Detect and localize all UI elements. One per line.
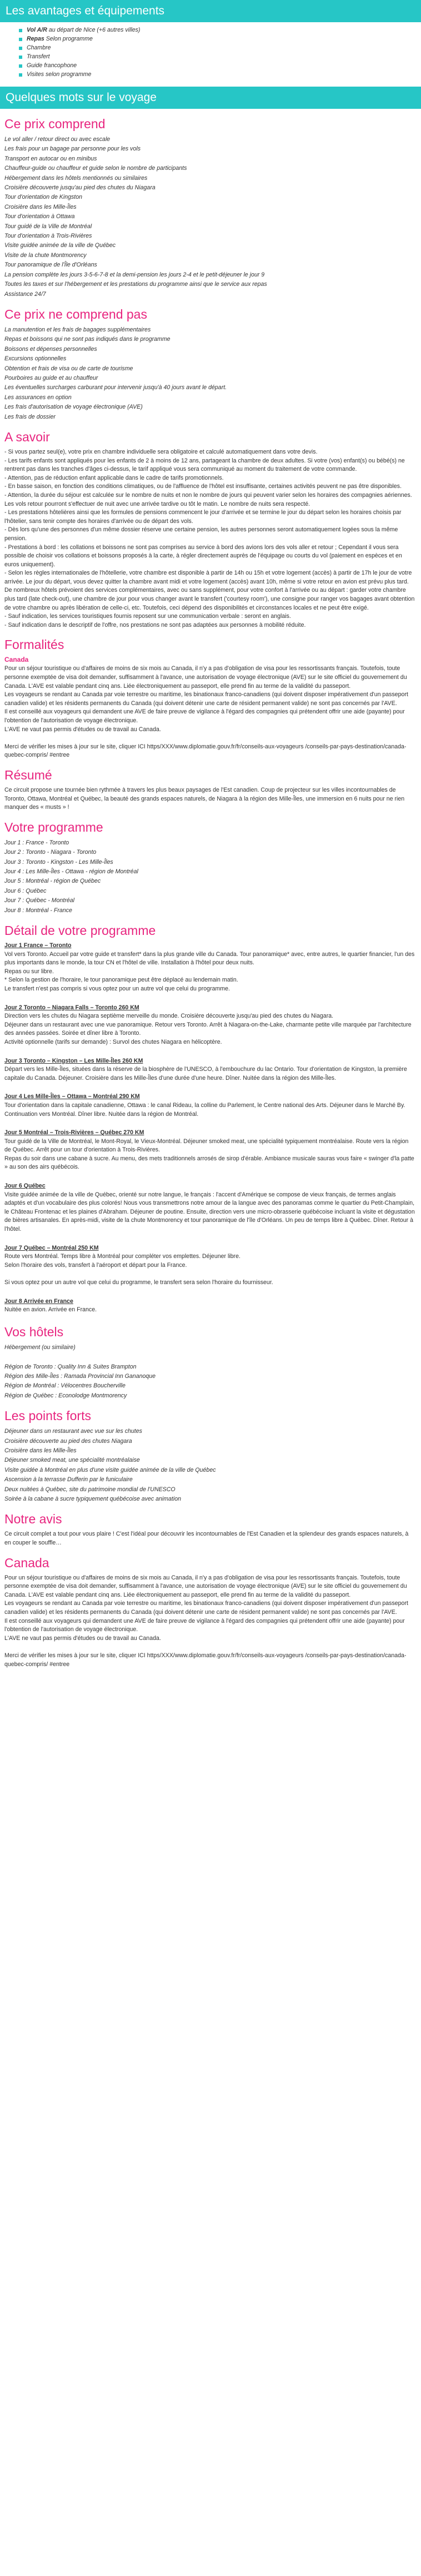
day-detail-text: Selon l'horaire des vols, transfert à l'aéroport et départ pour la France. <box>4 1261 187 1269</box>
avantage-text: Selon programme <box>44 36 93 42</box>
text-line: Tour panoramique de l'Île d'Orléans <box>4 261 97 269</box>
day-detail-text: Départ vers les Mille-Îles, situées dans la réserve de la biosphère de l'UNESCO, à l'embouchure du lac Ontario. Tour d'orientation de Kingston, la première capitale du Canada. Déjeuner. Croisière dans les Mille-Îles d'une durée d'une heure. Dîner. Nuitée dans la région des Mille-Îles. <box>4 1066 407 1081</box>
day-detail-text: Visite guidée animée de la ville de Québec, orienté sur notre langue, le français : l'accent d'Amérique se compose de vieux français, de termes anglais adaptés et d'un vocabulaire des plus colorés! Nous vous transmettrons notre amour de la langue avec des panoramas comme le quartier du Petit-Champlain, le Château Frontenac et les plaines d'Abraham. Déjeuner de poutine. Ensuite, direction vers une micro-obrasserie québécoise incluant la visite et dégustation de bières artisanales. En après-midi, visite de la chute Montmorency et tour panoramique de l'île d'Orléans. Un peu de temps libre à Québec. Dîner. Retour à l'hôtel. <box>4 1191 415 1233</box>
heading-prix-comprend: Ce prix comprend <box>4 117 106 131</box>
text-line: Croisière dans les Mille-Îles <box>4 203 77 210</box>
heading-notre-avis: Notre avis <box>4 1512 62 1527</box>
programme-list <box>4 838 417 915</box>
avantage-item <box>27 26 417 34</box>
text-line: Région des Mille-Îles : Ramada Provincial Inn Gananoque <box>4 1373 156 1380</box>
text-line: Croisière découverte au pied des chutes Niagara <box>4 1437 132 1445</box>
text-line: Tour d'orientation de Kingston <box>4 194 83 201</box>
text-line: Obtention et frais de visa ou de carte de tourisme <box>4 365 133 372</box>
heading-prix-pas: Ce prix ne comprend pas <box>4 306 147 321</box>
day-detail-text: Vol vers Toronto. Accueil par votre guide et transfert* dans la plus grande ville du Canada. Tour panoramique* avec, entre autres, le quartier financier, l'un des plus importants dans le monde, la tour CN et l'hôtel de ville. Installation à l'hôtel pour deux nuits. <box>4 950 415 967</box>
paragraph: - En basse saison, en fonction des conditions climatiques, ou de l'affluence de l'hôtel est insuffisante, certaines activités peuvent ne pas être disponibles. <box>4 483 402 490</box>
text-line: Pourboires au guide et au chauffeur <box>4 374 98 381</box>
prix-pas-list <box>4 325 417 422</box>
day-detail-block <box>4 942 417 994</box>
formalites-text <box>4 665 417 760</box>
text-line: Déjeuner smoked meat, une spécialité montréalaise <box>4 1457 140 1464</box>
heading-hotels: Vos hôtels <box>4 1324 64 1339</box>
text-line: Jour 5 : Montréal - région de Québec <box>4 878 101 885</box>
text-line: Jour 4 : Les Mille-Îles - Ottawa - région de Montréal <box>4 868 138 875</box>
text-line: Jour 3 : Toronto - Kingston - Les Mille-Îles <box>4 858 113 866</box>
paragraph: Il est conseillé aux voyageurs qui demandent une AVE de faire preuve de vigilance à l'égard des compagnies qui prétendent offrir une aide (payante) pour l'obtention de l'autorisation de voyage électronique. <box>4 1617 405 1633</box>
paragraph: - Dès lors qu'une des personnes d'un même dossier réserve une certaine pension, les autres personnes seront automatiquement logées sous la même pension. <box>4 526 398 542</box>
resume-paragraph: Ce circuit propose une tournée bien rythmée à travers les plus beaux paysages de l'Est canadien. Coup de projecteur sur les villes incontournables de Toronto, Ottawa, Montréal et Québec, la beauté des grands espaces naturels, de Niagara à la région des Mille-Îles, une immersion en 6 nuits pour ne rien manquer des « musts » ! <box>4 786 405 811</box>
text-line: Les éventuelles surcharges carburant pour intervenir jusqu'à 40 jours avant le départ. <box>4 384 227 391</box>
day-detail-block <box>4 1129 417 1172</box>
text-line: Jour 1 : France - Toronto <box>4 839 69 846</box>
day-detail-heading: Jour 4 Les Mille-Îles – Ottawa – Montréal 290 KM <box>4 1093 140 1100</box>
day-detail-heading: Jour 7 Québec – Montréal 250 KM <box>4 1244 99 1251</box>
avantage-text: Chambre <box>27 44 51 51</box>
text-line: Région de Québec : Econolodge Montmorency <box>4 1392 127 1399</box>
text-line: Les frais pour un bagage par personne pour les vols <box>4 145 141 153</box>
text-line: Hébergement (ou similaire) <box>4 1344 76 1351</box>
day-detail-text: Repas ou sur libre. <box>4 968 54 975</box>
day-detail-heading: Jour 1 France – Toronto <box>4 942 72 949</box>
avantage-bold: Vol A/R <box>27 27 47 33</box>
day-detail-block <box>4 1244 417 1287</box>
avantage-item <box>27 43 417 52</box>
text-line: Transport en autocar ou en minibus <box>4 155 97 162</box>
paragraph: L'AVE ne vaut pas permis d'études ou de travail au Canada. <box>4 726 161 733</box>
avantages-list <box>4 26 417 79</box>
points-forts-list <box>4 1427 417 1504</box>
canada-text <box>4 1574 417 1669</box>
paragraph: L'AVE ne vaut pas permis d'études ou de travail au Canada. <box>4 1634 161 1642</box>
paragraph: - Si vous partez seul(e), votre prix en chambre individuelle sera obligatoire et calculé automatiquement dans votre devis. <box>4 448 318 455</box>
day-detail-text: Le transfert n'est pas compris si vous optez pour un autre vol que celui du programme. <box>4 985 230 992</box>
text-line <box>4 1352 417 1362</box>
text-line: Tour d'orientation à Ottawa <box>4 213 75 220</box>
paragraph: - Attention, pas de réduction enfant applicable dans le cadre de tarifs promotionnels. <box>4 474 224 481</box>
paragraph: - Attention, la durée du séjour est calculée sur le nombre de nuits et non le nombre de jours qui peuvent varier selon les horaires des compagnies aériennes. Les vols retour pourront s'effectuer de nuit avec une arrivée tardive ou tôt le matin. Le nombre de nuits sera respecté. <box>4 491 412 507</box>
day-detail-text: Si vous optez pour un autre vol que celui du programme, le transfert sera selon l'horaire du fournisseur. <box>4 1279 273 1286</box>
day-detail-text: Activité optionnelle (tarifs sur demande) : Survol des chutes Niagara en hélicoptère. <box>4 1038 222 1045</box>
day-detail-heading: Jour 5 Montréal – Trois-Rivières – Québec 270 KM <box>4 1129 144 1136</box>
heading-formalites: Formalités <box>4 637 64 652</box>
day-detail-text: Repas du soir dans une cabane à sucre. Au menu, des mets traditionnels arrosés de sirop d'érable. Ambiance musicale sauras vous faire « swinger d'la patte » au son des airs québécois. <box>4 1155 414 1171</box>
text-line: Croisière découverte jusqu'au pied des chutes du Niagara <box>4 184 156 192</box>
paragraph: Les voyageurs se rendant au Canada par voie terrestre ou maritime, les binationaux franco-canadiens (qui doivent disposer impérativement d'un passeport canadien valide) et les résidents permanents du Canada (qui doivent détenir une carte de résident permanent valide) ne sont pas concernés par l'AVE. <box>4 691 408 707</box>
text-line: Visite guidée à Montréal en plus d'une visite guidée animée de la ville de Québec <box>4 1466 216 1473</box>
paragraph: Pour un séjour touristique ou d'affaires de moins de six mois au Canada, il n'y a pas d'obligation de visa pour les ressortissants français. Toutefois, toute personne exemptée de visa doit demander, suffisamment à l'avance, une autorisation de voyage électronique (AVE) sur le site officiel du gouvernement du Canada. L'AVE est valable pendant cinq ans. Liée électroniquement au passeport, elle prend fin au terme de la validité du passeport. <box>4 1574 407 1598</box>
text-line: Les frais d'autorisation de voyage électronique (AVE) <box>4 404 143 411</box>
heading-resume: Résumé <box>4 767 52 782</box>
avantage-text: au départ de Nice (+6 autres villes) <box>47 27 141 33</box>
day-detail-text <box>4 1270 417 1279</box>
notre-avis-paragraph: Ce circuit complet a tout pour vous plaire ! C'est l'idéal pour découvrir les incontournables de l'Est Canadien et la splendeur des grands espaces naturels, à en couper le souffle… <box>4 1531 409 1547</box>
text-line: Assistance 24/7 <box>4 290 46 298</box>
formalites-country: Canada <box>4 656 29 664</box>
avantage-item <box>27 34 417 43</box>
text-line: Repas et boissons qui ne sont pas indiqués dans le programme <box>4 336 171 343</box>
text-line: Chauffeur-guide ou chauffeur et guide selon le nombre de participants <box>4 165 187 172</box>
day-detail-block <box>4 1297 417 1315</box>
text-line: Les frais de dossier <box>4 413 56 420</box>
day-detail-text: Tour d'orientation dans la capitale canadienne, Ottawa : le canal Rideau, la colline du Parlement, le Centre national des Arts. Déjeuner dans le Marché By. Continuation vers Montréal. Dîner libre. Nuitée dans la région de Montréal. <box>4 1101 405 1118</box>
paragraph: Merci de vérifier les mises à jour sur le site, cliquer ICI https/XXX/www.diplomatie.gouv.fr/fr/conseils-aux-voyageurs /conseils-par-pays-destination/canada-quebec-compris/ #entree <box>4 1652 407 1668</box>
day-detail-block <box>4 1182 417 1234</box>
text-line: Jour 6 : Québec <box>4 887 47 894</box>
paragraph: - Les prestations hôtelières ainsi que les formules de pensions commencent le jour d'arrivée et se termine le jour du départ selon les horaires choisis par l'hôtelier, sans tenir compte des horaires d'arrivée ou de départ des vols. <box>4 509 402 525</box>
paragraph <box>4 1643 417 1652</box>
paragraph: - Prestations à bord : les collations et boissons ne sont pas comprises au service à bord des avions lors des vols aller et retour ; Cependant il vous sera possible de choisir vos collations et boissons proposés à la carte, à régler directement auprès de l'équipage ou courts du vol (paiement en espèces et en euros uniquement). <box>4 544 402 568</box>
paragraph: - Selon les règles internationales de l'hôtellerie, votre chambre est disponible à partir de 14h ou 15h et votre logement (accès) à partir de 17h le jour de votre arrivée. Le jour du départ, vous devez quitter la chambre avant midi et votre logement (accès) avant 10h, même si votre retour en avion est prévu plus tard. De nombreux hôtels prévoient des services complémentaires, avec ou sans supplément, pour votre confort à l'arrivée ou au départ : garder votre chambre plus tard (late check-out), une chambre de jour pour vous changer avant le transfert ('courtesy room'), une consigne pour ranger vos bagages avant obtention de votre chambre ou après libération de celle-ci, etc. Toutefois, ceci dépend des disponibilités et circonstances locales et ne peut être exigé. <box>4 570 415 611</box>
text-line: Région de Montréal : Vélocentres Boucherville <box>4 1382 126 1390</box>
heading-detail: Détail de votre programme <box>4 923 156 938</box>
resume-text <box>4 786 417 812</box>
avantage-text: Visites selon programme <box>27 71 92 78</box>
text-line: Tour d'orientation à Trois-Rivières <box>4 233 92 240</box>
text-line: Ascension à la terrasse Dufferin par le funiculaire <box>4 1476 133 1483</box>
text-line: Région de Toronto : Quality Inn & Suites Brampton <box>4 1363 137 1370</box>
paragraph: Merci de vérifier les mises à jour sur le site, cliquer ICI https/XXX/www.diplomatie.gouv.fr/fr/conseils-aux-voyageurs /conseils-par-pays-destination/canada-quebec-compris/ #entree <box>4 743 407 759</box>
heading-programme: Votre programme <box>4 819 103 834</box>
text-line: Jour 8 : Montréal - France <box>4 907 72 914</box>
text-line: Les assurances en option <box>4 394 72 401</box>
text-line: Toutes les taxes et sur l'hébergement et les prestations du programme ainsi que le service aux repas <box>4 281 267 288</box>
a-savoir-text <box>4 448 417 630</box>
text-line: La manutention et les frais de bagages supplémentaires <box>4 326 151 333</box>
text-line: Croisière dans les Mille-Îles <box>4 1447 77 1455</box>
avantage-item <box>27 52 417 61</box>
avantage-text: Guide francophone <box>27 62 77 69</box>
paragraph: - Les tarifs enfants sont appliqués pour les enfants de 2 à moins de 12 ans, partageant la chambre de deux adultes. Si votre (vos) enfant(s) ou bébé(s) ne rentrent pas dans les tranches d'âges ci-dessus, le tarif appliqué vous sera communiqué au moment du traitement de votre commande. <box>4 457 405 473</box>
day-detail-block <box>4 1004 417 1047</box>
paragraph: Les voyageurs se rendant au Canada par voie terrestre ou maritime, les binationaux franco-canadiens (qui doivent disposer impérativement d'un passeport canadien valide) et les résidents permanents du Canada (qui doivent détenir une carte de résident permanent valide) ne sont pas concernés par l'AVE. <box>4 1600 408 1616</box>
day-detail-block <box>4 1057 417 1083</box>
paragraph: Il est conseillé aux voyageurs qui demandent une AVE de faire preuve de vigilance à l'égard des compagnies qui prétendent offrir une aide (payante) pour l'obtention de l'autorisation de voyage électronique. <box>4 708 405 724</box>
paragraph: Pour un séjour touristique ou d'affaires de moins de six mois au Canada, il n'y a pas d'obligation de visa pour les ressortissants français. Toutefois, toute personne exemptée de visa doit demander, suffisamment à l'avance, une autorisation de voyage électronique (AVE) sur le site officiel du gouvernement du Canada. L'AVE est valable pendant cinq ans. Liée électroniquement au passeport, elle prend fin au terme de la validité du passeport. <box>4 665 407 690</box>
notre-avis-text <box>4 1530 417 1547</box>
text-line: Excursions optionnelles <box>4 355 67 363</box>
text-line: Tour guidé de la Ville de Montréal <box>4 223 92 230</box>
banner-avantages: Les avantages et équipements <box>0 0 421 22</box>
day-detail-heading: Jour 8 Arrivée en France <box>4 1297 73 1305</box>
text-line: Hébergement dans les hôtels mentionnés ou similaires <box>4 174 148 182</box>
prix-comprend-list <box>4 135 417 299</box>
day-detail-text: Nuitée en avion. Arrivée en France. <box>4 1306 97 1314</box>
text-line: Visite guidée animée de la ville de Québec <box>4 242 116 249</box>
paragraph: - Sauf indication dans le descriptif de l'offre, nos prestations ne sont pas adaptées aux personnes à mobilité réduite. <box>4 621 306 628</box>
banner-quelques-mots: Quelques mots sur le voyage <box>0 87 421 109</box>
heading-points-forts: Les points forts <box>4 1408 91 1423</box>
text-line: La pension complète les jours 3-5-6-7-8 et la demi-pension les jours 2-4 et le petit-déjeuner le jour 9 <box>4 271 265 278</box>
paragraph <box>4 734 417 743</box>
avantage-text: Transfert <box>27 53 50 60</box>
day-detail-text: Tour guidé de la Ville de Montréal, le Mont-Royal, le Vieux-Montréal. Déjeuner smoked meat, une spécialité typiquement montréalaise. Route vers la région de Québec. Arrêt pour un tour d'orientation à Trois-Rivières. <box>4 1138 409 1154</box>
paragraph: - Sauf indication, les services touristiques fournis reposent sur une communication verbale : seront en anglais. <box>4 613 291 620</box>
text-line: Boissons et dépenses personnelles <box>4 345 97 353</box>
day-detail-text: Route vers Montréal. Temps libre à Montréal pour compléter vos emplettes. Déjeuner libre. <box>4 1253 240 1260</box>
text-line: Déjeuner dans un restaurant avec vue sur les chutes <box>4 1428 142 1435</box>
text-line: Jour 7 : Québec - Montréal <box>4 897 75 904</box>
text-line: Deux nuitées à Québec, site du patrimoine mondial de l'UNESCO <box>4 1486 176 1493</box>
day-detail-block <box>4 1093 417 1119</box>
avantage-bold: Repas <box>27 36 44 42</box>
avantage-item <box>27 70 417 79</box>
text-line: Le vol aller / retour direct ou avec escale <box>4 136 111 143</box>
text-line: Soirée à la cabane à sucre typiquement québécoise avec animation <box>4 1496 182 1503</box>
detail-programme <box>4 942 417 1315</box>
avantage-item <box>27 61 417 70</box>
day-detail-text: Direction vers les chutes du Niagara septième merveille du monde. Croisière découverte jusqu'au pied des chutes du Niagara. <box>4 1013 334 1020</box>
day-detail-heading: Jour 3 Toronto – Kingston – Les Mille-Îles 260 KM <box>4 1057 143 1064</box>
text-line: Jour 2 : Toronto - Niagara - Toronto <box>4 849 97 856</box>
day-detail-text: * Selon la gestion de l'horaire, le tour panoramique peut être déplacé au lendemain matin. <box>4 977 238 984</box>
heading-a-savoir: A savoir <box>4 429 50 444</box>
hotels-list <box>4 1343 417 1401</box>
heading-canada: Canada <box>4 1555 49 1570</box>
day-detail-heading: Jour 2 Toronto – Niagara Falls – Toronto 260 KM <box>4 1004 139 1011</box>
day-detail-heading: Jour 6 Québec <box>4 1183 46 1190</box>
day-detail-text: Déjeuner dans un restaurant avec une vue panoramique. Retour vers Toronto. Arrêt à Niagara-on-the-Lake, charmante petite ville marquée par l'architecture des années passées. Soirée et dîner libre à Toronto. <box>4 1021 412 1037</box>
text-line: Visite de la chute Montmorency <box>4 251 87 259</box>
